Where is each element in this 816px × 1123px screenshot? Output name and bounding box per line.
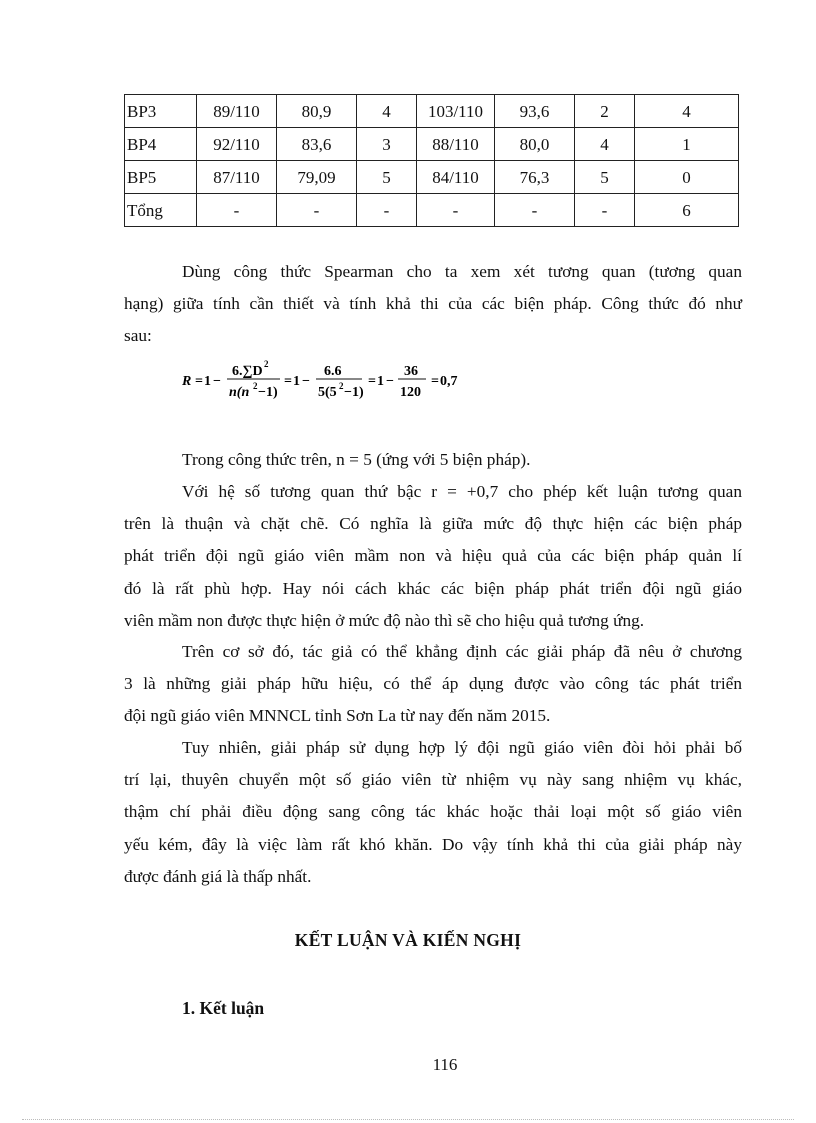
results-table [124, 94, 739, 227]
formula-den1: n(n [229, 385, 250, 400]
table-cell: 3 [357, 128, 417, 161]
table-cell: - [277, 194, 357, 227]
formula-eq1: = [195, 374, 203, 389]
table-cell: 5 [357, 161, 417, 194]
table-cell: 92/110 [197, 128, 277, 161]
paragraph-line: đội ngũ giáo viên MNNCL tỉnh Sơn La từ nay đến năm 2015. [124, 706, 551, 726]
table-cell: BP3 [125, 95, 197, 128]
paragraph-line: 3 là những giải pháp hữu hiệu, có thể áp dụng được vào công tác phát triển [124, 674, 742, 694]
table-cell: - [197, 194, 277, 227]
paragraph-line: được đánh giá là thấp nhất. [124, 866, 312, 886]
table-row [125, 128, 739, 161]
spearman-formula [182, 358, 482, 404]
table-cell: BP5 [125, 161, 197, 194]
formula-eq4: = [431, 374, 439, 389]
table-cell: 80,9 [277, 95, 357, 128]
table-cell: 93,6 [495, 95, 575, 128]
paragraph-line: viên mầm non được thực hiện ở mức độ nào thì sẽ cho hiệu quả tương ứng. [124, 610, 645, 630]
formula-den2: 5(5 [318, 385, 337, 400]
page-number: 116 [432, 1055, 458, 1074]
para-n: Trong công thức trên, n = 5 (ứng với 5 biện pháp). [182, 450, 531, 469]
paragraph-line: yếu kém, đây là việc làm rất khó khăn. Do vậy tính khả thi của giải pháp này [124, 834, 742, 854]
table-cell: 4 [575, 128, 635, 161]
table-cell: 80,0 [495, 128, 575, 161]
formula-eq2: = [284, 374, 292, 389]
intro-line-2: hạng) giữa tính cần thiết và tính khả thi của các biện pháp. Công thức đó như [124, 294, 742, 313]
table-cell: 5 [575, 161, 635, 194]
formula-one1: 1 [204, 374, 211, 389]
formula-num2: 6.6 [324, 364, 342, 379]
table-cell: Tổng [125, 194, 197, 227]
formula-minus1: − [213, 374, 221, 389]
paragraph-line: Với hệ số tương quan thứ bậc r = +0,7 cho phép kết luận tương quan [182, 482, 742, 501]
section-heading: KẾT LUẬN VÀ KIẾN NGHỊ [294, 930, 522, 950]
page-bottom-divider [22, 1119, 794, 1120]
table-cell: 6 [635, 194, 739, 227]
table-cell: 103/110 [417, 95, 495, 128]
table-cell: 1 [635, 128, 739, 161]
formula-eq3: = [368, 374, 376, 389]
paragraph-line: trên là thuận và chặt chẽ. Có nghĩa là giữa mức độ thực hiện các biện pháp [124, 514, 742, 534]
paragraph-line: phát triển đội ngũ giáo viên mầm non và hiệu quả của các biện pháp quản lí [124, 546, 742, 566]
formula-minus3: − [386, 374, 394, 389]
formula-one3: 1 [377, 374, 384, 389]
table-row [125, 161, 739, 194]
formula-result: 0,7 [440, 374, 458, 389]
table-cell: - [575, 194, 635, 227]
paragraph-line: Tuy nhiên, giải pháp sử dụng hợp lý đội ngũ giáo viên đòi hỏi phải bố [182, 738, 742, 757]
table-cell: - [357, 194, 417, 227]
intro-line-3: sau: [124, 326, 152, 345]
table-cell: 89/110 [197, 95, 277, 128]
intro-line-1: Dùng công thức Spearman cho ta xem xét tương quan (tương quan [182, 262, 742, 281]
table-cell: 83,6 [277, 128, 357, 161]
formula-num1: 6.∑D [232, 364, 263, 379]
formula-num1-exp: 2 [264, 359, 269, 369]
table-cell: 84/110 [417, 161, 495, 194]
formula-minus2: − [302, 374, 310, 389]
formula-one2: 1 [293, 374, 300, 389]
table-cell: - [417, 194, 495, 227]
formula-den3: 120 [400, 385, 421, 400]
table-cell: 79,09 [277, 161, 357, 194]
formula-den1-tail: −1) [258, 385, 278, 400]
formula-den2-tail: −1) [344, 385, 364, 400]
table-cell: - [495, 194, 575, 227]
formula-num3: 36 [404, 364, 418, 379]
table-cell: BP4 [125, 128, 197, 161]
table-cell: 4 [635, 95, 739, 128]
formula-den1-exp: 2 [253, 381, 258, 391]
table-cell: 88/110 [417, 128, 495, 161]
table-cell: 4 [357, 95, 417, 128]
table-row [125, 194, 739, 227]
table-cell: 76,3 [495, 161, 575, 194]
formula-den2-exp: 2 [339, 381, 344, 391]
paragraph-line: Trên cơ sở đó, tác giả có thể khẳng định các giải pháp đã nêu ở chương [182, 642, 742, 661]
paragraph-line: thậm chí phải điều động sang công tác khác hoặc thải loại một số giáo viên [124, 802, 742, 822]
table-cell: 2 [575, 95, 635, 128]
table-row [125, 95, 739, 128]
table-cell: 0 [635, 161, 739, 194]
table-cell: 87/110 [197, 161, 277, 194]
paragraph-line: trí lại, thuyên chuyển một số giáo viên từ nhiệm vụ này sang nhiệm vụ khác, [124, 770, 742, 790]
formula-lhs: R [182, 374, 192, 389]
subsection-heading: 1. Kết luận [182, 998, 265, 1018]
paragraph-line: đó là rất phù hợp. Hay nói cách khác các biện pháp phát triển đội ngũ giáo [124, 578, 742, 598]
